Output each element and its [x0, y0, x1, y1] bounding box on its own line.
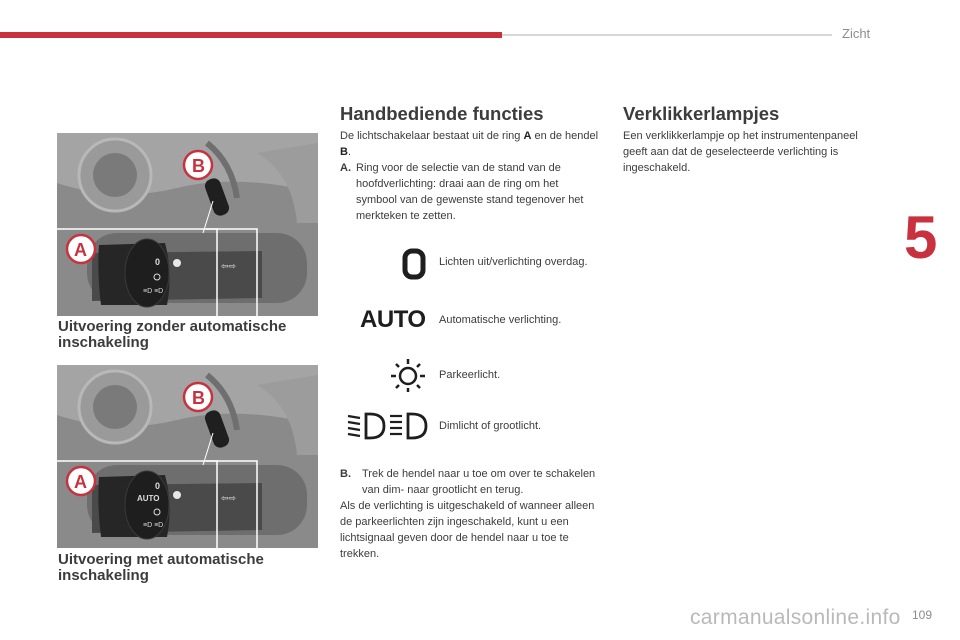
svg-text:⇦⇨: ⇦⇨: [221, 493, 237, 503]
label-a: A: [74, 240, 87, 260]
manual-intro: De lichtschakelaar bestaat uit de ring A en de hendel B.: [340, 130, 599, 158]
figure-switch-with-auto: [57, 365, 318, 548]
symbol-row-parking: Parkeerlicht.: [340, 357, 602, 397]
figure-switch-without-auto: [57, 133, 318, 316]
figure1-caption: Uitvoering zonder automatische inschakeling: [58, 318, 287, 351]
symbol-row-beam: Dimlicht of grootlicht.: [340, 410, 602, 450]
manual-outro: Als de verlichting is uitgeschakeld of wanneer alleen de parkeerlichten zijn ingeschakeld, kunt u een lichtsignaal geven door de hendel naar u toe te trekken.: [340, 500, 595, 560]
figure2-caption: Uitvoering met automatische inschakeling: [58, 551, 264, 584]
label-b: B: [192, 388, 205, 408]
auto-text-icon: AUTO: [360, 306, 426, 333]
manual-intro-block: [340, 128, 602, 224]
parking-light-icon: [388, 357, 428, 393]
dipped-main-beam-icon: [346, 410, 432, 442]
watermark: carmanualsonline.info: [690, 606, 901, 629]
item-b: B. Trek de hendel naar u toe om over te schakelen van dim- naar grootlicht en terug.: [340, 468, 596, 496]
page-number: 109: [912, 608, 933, 622]
warning-lamps-text: Een verklikkerlampje op het instrumentenpaneel geeft aan dat de geselecteerde verlichting is ingeschakeld.: [623, 130, 858, 174]
symbol-row-auto: AUTO Automatische verlichting.: [360, 306, 562, 333]
chapter-number: 5: [904, 204, 938, 271]
symbol-row-off: Lichten uit/verlichting overdag.: [340, 248, 602, 288]
svg-text:≡D ≡D: ≡D ≡D: [143, 288, 164, 295]
header-red-bar: [0, 32, 502, 38]
auto-label: AUTO: [137, 494, 160, 503]
svg-text:0: 0: [155, 481, 161, 491]
section-title: Zicht: [842, 26, 871, 41]
off-ring-icon: [402, 248, 426, 280]
warning-lamps-title: Verklikkerlampjes: [623, 103, 780, 124]
svg-text:≡D ≡D: ≡D ≡D: [143, 522, 164, 529]
label-b: B: [192, 156, 205, 176]
header-grey-rule: [502, 34, 832, 36]
item-a: A. Ring voor de selectie van de stand van de hoofdverlichting: draai aan de ring om het symbool van de gewenste stand tegenover het merkteken te zetten.: [340, 162, 584, 222]
label-a: A: [74, 472, 87, 492]
manual-outro-block: [340, 466, 602, 562]
svg-text:0: 0: [155, 257, 161, 267]
svg-text:⇦⇨: ⇦⇨: [221, 261, 237, 271]
manual-functions-title: Handbediende functies: [340, 103, 544, 124]
